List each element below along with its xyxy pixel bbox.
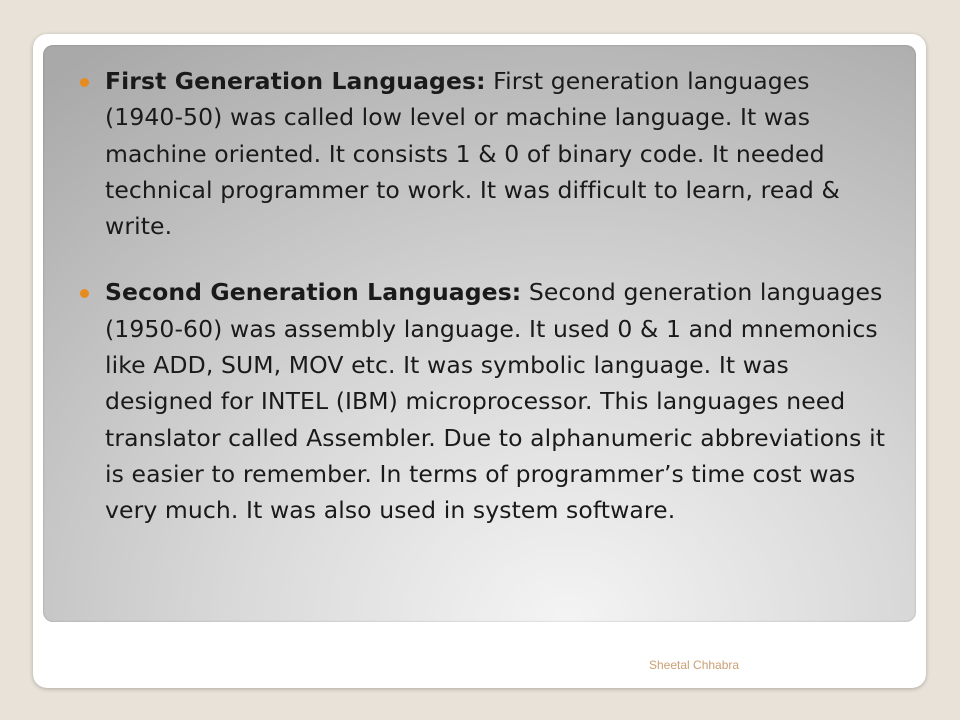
bullet-dot-icon [80, 78, 89, 87]
bullet-text: First generation languages (1940-50) was called low level or machine language. It was machine oriented. It consists 1 & 0 of binary code. It needed technical programmer to work. It was difficult to learn, read & write. [105, 67, 840, 241]
bullet-heading: First Generation Languages: [105, 67, 486, 95]
bullet-dot-icon [80, 289, 89, 298]
content-panel [43, 45, 916, 622]
slide-frame [33, 34, 926, 688]
bullet-heading: Second Generation Languages: [105, 278, 522, 307]
bullet-text: Second generation languages (1950-60) was assembly language. It used 0 & 1 and mnemonics like ADD, SUM, MOV etc. It was symbolic language. It was designed for INTEL (IBM) microprocessor. This languages need translator called Assembler. Due to alphanumeric abbreviations it is easier to remember. In terms of programmer’s time cost was very much. It was also used in system software. [105, 278, 886, 525]
bullet-second-generation [105, 274, 895, 528]
footer-author: Sheetal Chhabra [649, 658, 740, 672]
bullet-list [105, 63, 895, 529]
bullet-first-generation [105, 63, 895, 244]
